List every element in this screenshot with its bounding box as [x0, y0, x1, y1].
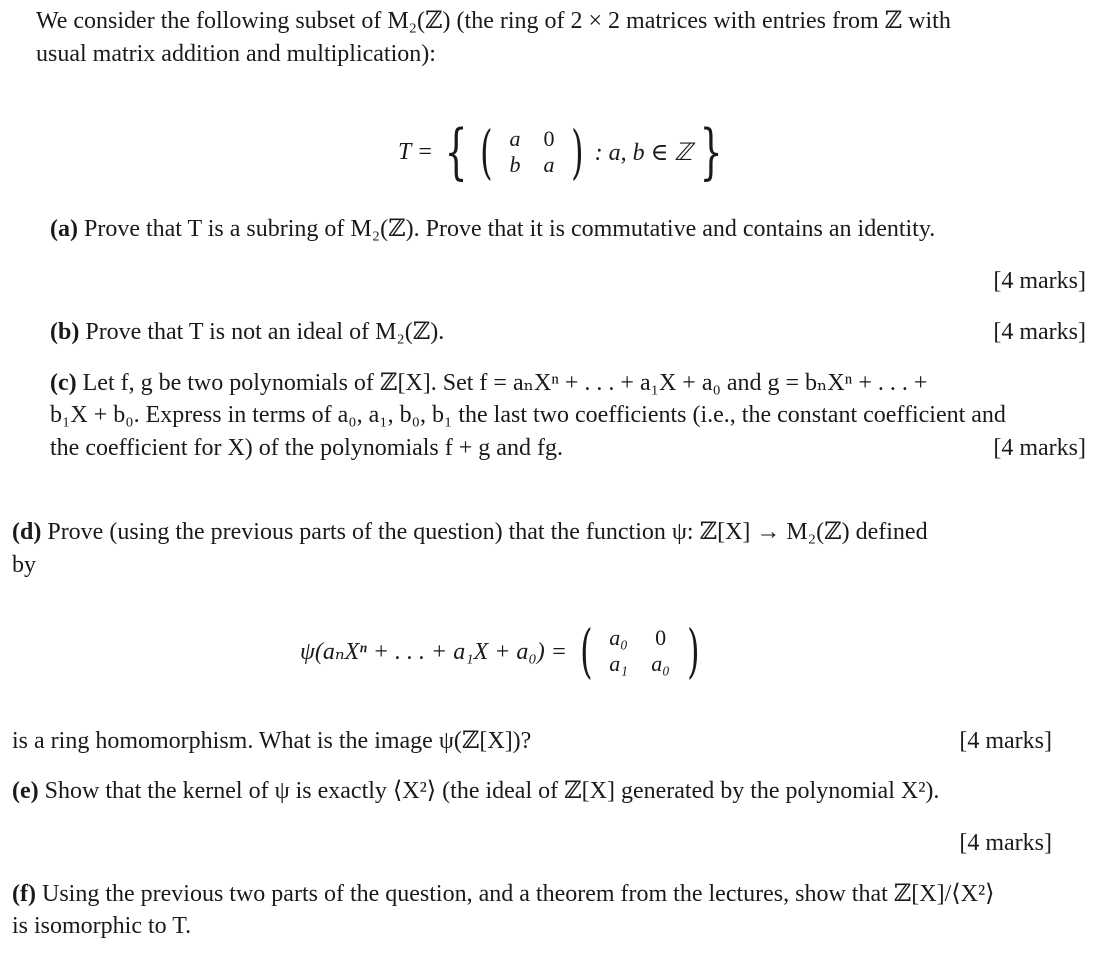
- intro-line-2: usual matrix addition and multiplication):: [36, 41, 436, 67]
- psi-formula-lhs: ψ(aₙXⁿ + . . . + a₁X + a₀) =: [300, 638, 567, 665]
- part-b: [50, 317, 444, 347]
- left-brace: {: [444, 117, 468, 187]
- part-c-marks: [4 marks]: [993, 435, 1086, 461]
- part-c-line-3: the coefficient for X) of the polynomials f + g and fg.: [50, 435, 563, 461]
- right-paren: ): [571, 118, 584, 186]
- part-d-text-1: Prove (using the previous parts of the question) that the function ψ: ℤ[X] → M₂(ℤ) defined: [47, 519, 928, 545]
- part-d-label: (d): [12, 519, 42, 545]
- matrix-psi-entry: 0: [655, 625, 667, 650]
- matrix-t-entry: 0: [543, 126, 555, 151]
- part-c-line-1: [50, 368, 927, 398]
- part-b-text: Prove that T is not an ideal of M₂(ℤ).: [85, 319, 445, 345]
- part-e: [12, 776, 939, 806]
- part-e-marks: [4 marks]: [959, 830, 1052, 856]
- part-f-text-1: Using the previous two parts of the question, and a theorem from the lectures, show that ℤ[X]/⟨X²⟩: [41, 881, 995, 907]
- part-c-label: (c): [50, 370, 77, 396]
- part-f-label: (f): [12, 881, 36, 907]
- right-paren: ): [686, 617, 700, 685]
- matrix-psi-entry: a₀: [651, 651, 670, 676]
- part-d-after: is a ring homomorphism. What is the image ψ(ℤ[X])?: [12, 728, 532, 754]
- set-t-lhs: T =: [398, 138, 434, 165]
- matrix-psi-entry: a₀: [609, 625, 628, 650]
- part-a: [50, 214, 935, 244]
- left-paren: (: [480, 118, 493, 186]
- part-a-text: Prove that T is a subring of M₂(ℤ). Prove that it is commutative and contains an identity.: [83, 216, 936, 242]
- matrix-t-entry: b: [509, 152, 521, 177]
- part-a-marks: [4 marks]: [993, 268, 1086, 294]
- part-c-text-1: Let f, g be two polynomials of ℤ[X]. Set f = aₙXⁿ + . . . + a₁X + a₀ and g = bₙXⁿ + . . . +: [82, 370, 928, 396]
- set-t-condition: : a, b ∈ ℤ: [594, 139, 693, 166]
- set-t-definition: [398, 117, 730, 187]
- matrix-psi: [575, 617, 704, 685]
- psi-definition: [300, 617, 704, 685]
- part-e-text: Show that the kernel of ψ is exactly ⟨X²⟩ (the ideal of ℤ[X] generated by the polynomial X²).: [44, 778, 940, 804]
- right-brace: }: [699, 117, 723, 187]
- part-b-marks: [4 marks]: [993, 319, 1086, 345]
- part-c-line-2: b₁X + b₀. Express in terms of a₀, a₁, b₀, b₁ the last two coefficients (i.e., the constant coefficient and: [50, 402, 1006, 428]
- matrix-t-entry: a: [509, 126, 521, 151]
- matrix-t: [475, 118, 588, 186]
- part-d-line-1: [12, 517, 928, 547]
- part-f-line-2: is isomorphic to T.: [12, 913, 192, 939]
- part-f-line-1: [12, 879, 995, 909]
- left-paren: (: [580, 617, 593, 685]
- intro-line-1: We consider the following subset of M₂(ℤ) (the ring of 2 × 2 matrices with entries from ℤ with: [36, 8, 951, 34]
- matrix-psi-entry: a₁: [609, 651, 628, 676]
- matrix-t-entry: a: [543, 152, 555, 177]
- part-d-line-2: by: [12, 552, 36, 578]
- part-b-label: (b): [50, 319, 80, 345]
- part-e-label: (e): [12, 778, 39, 804]
- part-a-label: (a): [50, 216, 78, 242]
- part-d-marks: [4 marks]: [959, 728, 1052, 754]
